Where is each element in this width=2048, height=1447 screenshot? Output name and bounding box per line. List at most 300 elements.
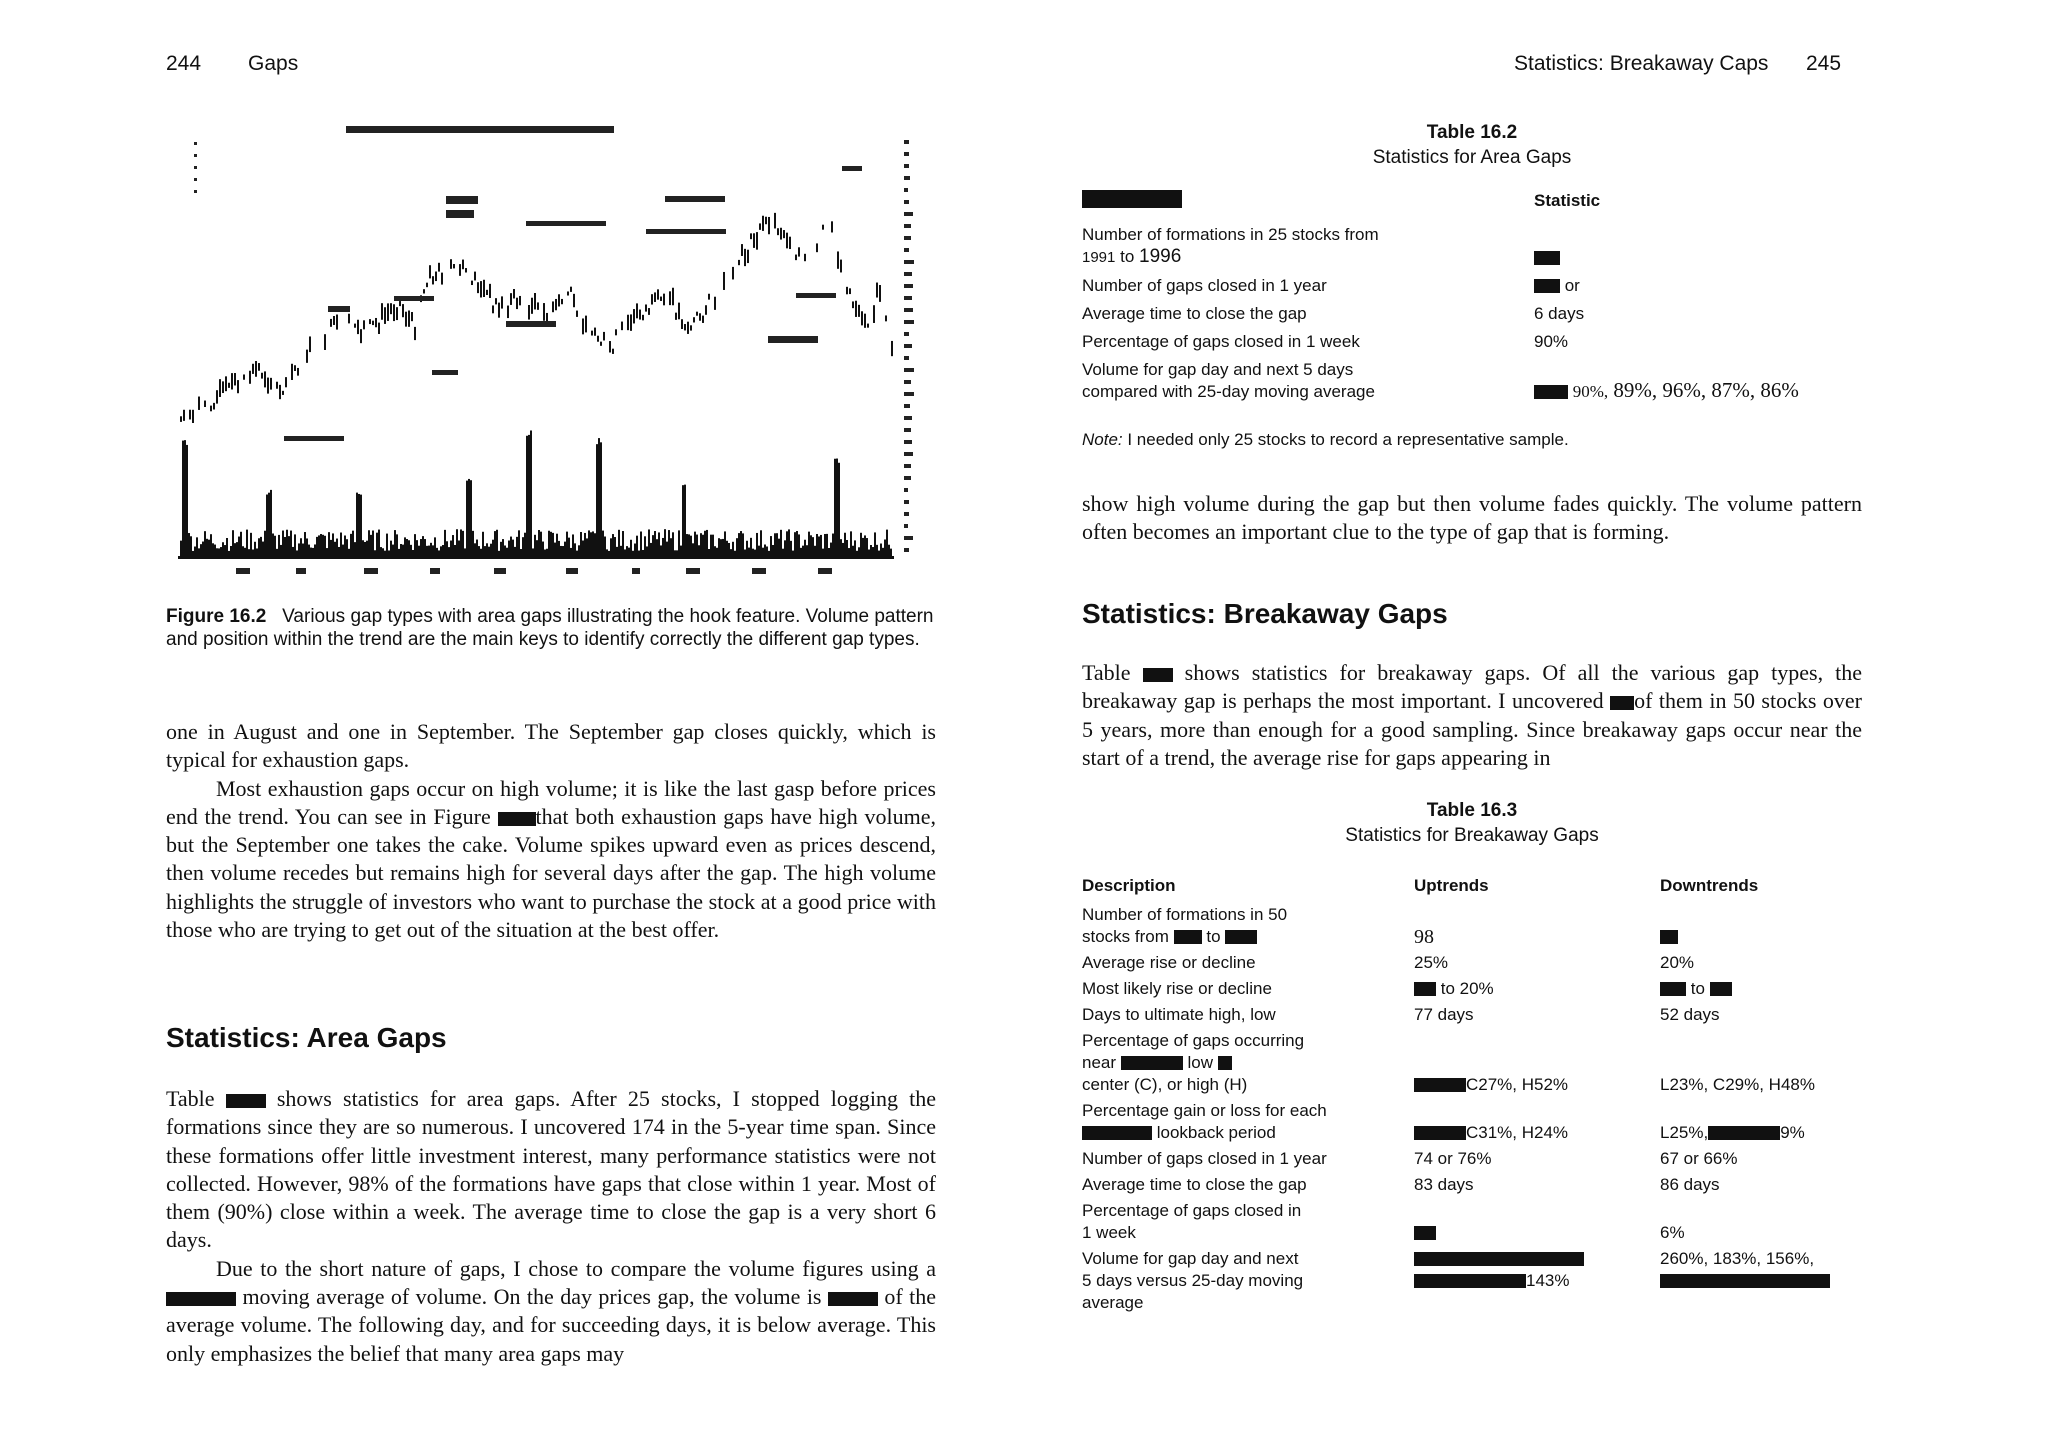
uptrend-value: 98 [1414, 926, 1434, 948]
price-bar [597, 336, 599, 342]
volume-bar [862, 538, 864, 556]
price-bar [270, 378, 272, 390]
price-bar [570, 287, 572, 292]
volume-bar [208, 540, 210, 556]
uptrends-header: Uptrends [1414, 876, 1489, 895]
volume-bar [872, 547, 874, 556]
volume-bar [180, 541, 182, 556]
scale-tick [904, 404, 910, 408]
volume-bar [744, 549, 746, 556]
volume-bar [608, 551, 610, 556]
volume-bar [254, 542, 256, 556]
price-bar [492, 305, 494, 313]
price-bar [594, 328, 596, 336]
paragraph-3a: Table [166, 1086, 215, 1111]
volume-bar [310, 548, 312, 556]
chart-title-smudge [346, 126, 614, 133]
price-bar [783, 230, 785, 238]
volume-bar [532, 548, 534, 556]
price-bar [552, 301, 554, 312]
scale-tick [904, 152, 909, 156]
downtrend-value: 86 days [1660, 1175, 1720, 1194]
price-bar [453, 264, 455, 268]
volume-bar [356, 493, 358, 556]
volume-bar [270, 490, 272, 556]
volume-bar [368, 530, 370, 556]
volume-bar [232, 530, 234, 556]
volume-bar [518, 530, 520, 556]
volume-bar [874, 532, 876, 556]
price-bar [285, 377, 287, 387]
scale-tick [904, 176, 910, 180]
scale-tick [904, 212, 913, 216]
volume-bar [374, 550, 376, 556]
row-desc: Number of gaps closed in 1 year [1082, 276, 1327, 295]
figure-ref-smudge [498, 812, 536, 826]
price-bar [282, 391, 284, 395]
volume-bar [206, 539, 208, 556]
price-bar [627, 315, 629, 330]
volume-bar [630, 540, 632, 556]
volume-bar [648, 529, 650, 556]
volume-bar [772, 545, 774, 556]
scale-tick [904, 392, 914, 396]
volume-bar [456, 529, 458, 556]
table-row [1082, 353, 1862, 403]
price-bar [732, 267, 734, 280]
price-bar [603, 332, 605, 341]
downtrend-value: 52 days [1660, 1005, 1720, 1024]
volume-bar [706, 530, 708, 556]
price-bar [612, 349, 614, 354]
row-stat-a: 90%, [1572, 382, 1609, 401]
price-bar [759, 223, 761, 229]
price-bar [276, 382, 278, 389]
volume-bar [562, 546, 564, 556]
volume-bar [440, 546, 442, 556]
volume-bar [432, 545, 434, 556]
price-bar [714, 297, 716, 310]
scale-tick [904, 464, 911, 468]
price-bar [879, 285, 881, 302]
price-bar [876, 283, 878, 298]
paragraph-6a: Table [1082, 660, 1131, 685]
volume-bar [556, 534, 558, 556]
volume-bar [636, 536, 638, 556]
volume-bar [480, 549, 482, 556]
volume-bar [742, 533, 744, 556]
price-bar [558, 294, 560, 306]
price-bar [723, 272, 725, 290]
volume-bar [830, 543, 832, 556]
price-bar [849, 288, 851, 294]
volume-bar [702, 535, 704, 556]
price-bar [507, 306, 509, 319]
volume-bar [320, 534, 322, 556]
price-bar [600, 342, 602, 346]
volume-bar [884, 539, 886, 556]
volume-bar [610, 538, 612, 556]
price-bar [750, 233, 752, 239]
paragraph-6c: of them in 50 stocks over 5 years, more than enough for a good sampling. Since breakaway gaps occur near the start of a trend, the average rise for gaps appearing in [1082, 688, 1863, 770]
volume-bar [342, 545, 344, 556]
volume-bar [644, 536, 646, 556]
paragraph-5: show high volume during the gap but then volume fades quickly. The volume pattern often becomes an important clue to the type of gap that is forming. [1082, 491, 1862, 545]
volume-bar [824, 534, 826, 556]
price-bar [333, 316, 335, 325]
volume-bar [222, 542, 224, 556]
scale-tick [904, 488, 908, 492]
volume-bar [710, 535, 712, 556]
volume-bar [770, 536, 772, 556]
volume-bar [430, 543, 432, 556]
price-bar [699, 313, 701, 320]
price-bar [414, 327, 416, 340]
volume-bar [510, 537, 512, 556]
volume-bar [256, 548, 258, 556]
price-bar [687, 322, 689, 334]
volume-bar [576, 551, 578, 556]
price-bar [294, 365, 296, 371]
volume-bar [288, 536, 290, 556]
volume-bar [714, 546, 716, 556]
volume-bar [454, 545, 456, 556]
volume-bar [670, 538, 672, 556]
table-16-3-label: Table 16.3 [1426, 800, 1518, 821]
volume-bar [688, 534, 690, 556]
volume-bar [780, 530, 782, 556]
volume-bar [642, 550, 644, 556]
volume-bar [294, 534, 296, 556]
volume-bar [786, 531, 788, 556]
scale-tick [904, 296, 912, 300]
price-bar [363, 320, 365, 329]
volume-bar [588, 530, 590, 556]
price-bar [855, 301, 857, 317]
price-bar [399, 301, 401, 306]
volume-bar [228, 551, 230, 556]
volume-bar [680, 546, 682, 556]
table-row [1082, 325, 1862, 353]
volume-bar [318, 535, 320, 556]
row-desc-3: average [1082, 1293, 1144, 1312]
volume-bar [512, 540, 514, 556]
price-bar [438, 263, 440, 272]
volume-bar [212, 543, 214, 556]
volume-bar [236, 542, 238, 556]
volume-bar [870, 545, 872, 556]
volume-bar [312, 548, 314, 556]
volume-bar [578, 545, 580, 556]
price-bar [402, 304, 404, 317]
volume-bar [438, 550, 440, 556]
volume-bar [660, 545, 662, 556]
table-ref-smudge [226, 1094, 266, 1108]
volume-bar [192, 551, 194, 556]
uptrend-value: C31%, H24% [1466, 1123, 1569, 1142]
price-bar [237, 380, 239, 393]
volume-bar [788, 529, 790, 556]
volume-bar [414, 534, 416, 556]
price-bar [474, 272, 476, 281]
volume-bar [758, 546, 760, 556]
volume-bar [838, 463, 840, 556]
downtrend-value-a: L25%, [1660, 1123, 1709, 1142]
volume-bar [386, 534, 388, 556]
volume-bar [856, 551, 858, 556]
volume-bar [360, 495, 362, 556]
volume-bar [548, 531, 550, 556]
row-desc: Volume for gap day and next [1082, 1249, 1299, 1268]
volume-bar [392, 545, 394, 556]
volume-bar [882, 548, 884, 556]
row-desc: Percentage gain or loss for each [1082, 1101, 1327, 1120]
price-bar [228, 383, 230, 388]
volume-bar [470, 480, 472, 556]
volume-bar [612, 534, 614, 556]
scale-tick [904, 272, 912, 276]
volume-bar [852, 546, 854, 556]
scale-tick [904, 320, 914, 324]
price-bar [630, 314, 632, 330]
price-bar [267, 378, 269, 394]
price-bar [309, 336, 311, 352]
volume-bar [218, 548, 220, 556]
table-16-2 [1082, 190, 1862, 403]
volume-bar [400, 544, 402, 556]
price-bar [831, 221, 833, 232]
volume-bar [864, 535, 866, 556]
uptrend-value: 74 or 76% [1414, 1149, 1492, 1168]
figure-caption-text: Various gap types with area gaps illustrating the hook feature. Volume pattern and position within the trend are the main keys to identify correctly the different gap types. [166, 606, 934, 650]
x-axis-labels [236, 568, 832, 574]
price-bar [510, 293, 512, 305]
price-bar [789, 237, 791, 249]
volume-bar [598, 438, 600, 556]
price-bar [681, 319, 683, 329]
scale-tick [904, 248, 909, 252]
right-page [1020, 0, 2048, 1447]
volume-bar [398, 549, 400, 556]
price-bar [543, 303, 545, 321]
volume-bar [640, 532, 642, 556]
volume-bar [268, 493, 270, 556]
volume-bar [580, 532, 582, 556]
volume-bar [506, 548, 508, 556]
volume-bar [828, 548, 830, 556]
volume-bar [678, 530, 680, 556]
uptrend-value: C27%, H52% [1466, 1075, 1569, 1094]
stock-chart-figure [168, 118, 928, 598]
volume-bar [586, 538, 588, 556]
x-axis-line [178, 556, 894, 559]
table-row [1082, 1026, 1882, 1096]
paragraph-3b: shows statistics for area gaps. After 25 stocks, I stopped logging the formations since they are so numerous. I uncovered 174 in the 5-year time span. Since these formations offer little investment interest, many performance statistics were not collected. However, 98% of the formations have gaps that close within 1 year. Most of them (90%) close within a week. The average time to close the gap is a very short 6 days. [166, 1086, 936, 1253]
downtrend-smudge [1660, 930, 1678, 944]
volume-bar [334, 542, 336, 556]
volume-bar [614, 537, 616, 556]
uptrend-smudge [1414, 1226, 1436, 1240]
volume-bar [224, 545, 226, 556]
scale-tick [904, 440, 912, 444]
price-bar [684, 324, 686, 330]
price-bar [426, 283, 428, 287]
volume-bar [694, 532, 696, 556]
row-desc-2: 1 week [1082, 1223, 1136, 1242]
volume-bar [406, 539, 408, 556]
price-bar [693, 317, 695, 322]
row-desc-2: 5 days versus 25-day moving [1082, 1271, 1304, 1290]
scale-tick [904, 332, 909, 336]
price-bar [591, 331, 593, 336]
scale-tick [904, 284, 913, 288]
volume-bar [418, 546, 420, 556]
scale-tick [904, 548, 909, 552]
volume-bar [572, 534, 574, 556]
volume-bar [182, 441, 184, 556]
table-16-2-heading [1082, 120, 1862, 170]
volume-bar [736, 538, 738, 556]
volume-bar [798, 534, 800, 556]
price-bar [261, 373, 263, 379]
volume-bar [344, 536, 346, 556]
price-bar [840, 260, 842, 273]
scale-tick [904, 536, 913, 540]
volume-bar [466, 481, 468, 556]
volume-bar [332, 533, 334, 556]
table-row [1082, 974, 1882, 1000]
volume-bar [202, 542, 204, 556]
volume-bar [730, 549, 732, 556]
price-bar [423, 289, 425, 293]
volume-bar [448, 547, 450, 556]
volume-bar [876, 545, 878, 556]
price-bar [768, 217, 770, 234]
volume-bar [380, 547, 382, 556]
volume-bar [858, 547, 860, 556]
row-desc-2: compared with 25-day moving average [1082, 382, 1375, 401]
volume-bar [476, 540, 478, 556]
volume-bar [330, 540, 332, 556]
price-bar [804, 254, 806, 261]
volume-bar [322, 535, 324, 556]
volume-bar [676, 550, 678, 556]
price-bar [480, 281, 482, 297]
price-bar [639, 310, 641, 320]
table-row [1082, 1000, 1882, 1026]
price-bar [861, 311, 863, 325]
volume-bar [600, 442, 602, 556]
volume-bar [574, 543, 576, 556]
table-row [1082, 1096, 1882, 1144]
volume-bar [442, 545, 444, 556]
volume-bar [296, 550, 298, 556]
uptrend-smudge [1414, 1274, 1526, 1288]
volume-bar [794, 532, 796, 556]
price-bar [669, 291, 671, 305]
scale-tick [904, 308, 913, 312]
note-text: I needed only 25 stocks to record a representative sample. [1122, 430, 1569, 449]
volume-bar [188, 533, 190, 556]
price-bar [498, 303, 500, 318]
price-bar [648, 308, 650, 315]
volume-bar [404, 537, 406, 556]
row-stat: 6 days [1534, 304, 1585, 323]
price-bar [867, 324, 869, 328]
price-bar [231, 373, 233, 389]
volume-bar [792, 551, 794, 556]
left-body-top [166, 718, 936, 944]
paragraph-4a: Due to the short nature of gaps, I chose to compare the volume figures using a [216, 1255, 936, 1281]
volume-bar [382, 548, 384, 556]
volume-bar [716, 548, 718, 556]
low-label-smudge [1218, 1056, 1232, 1070]
volume-bar [700, 533, 702, 556]
row-desc-to: to [1115, 247, 1139, 266]
volume-bar [550, 532, 552, 556]
row-stat: or [1560, 276, 1580, 295]
row-desc-3: low [1182, 1053, 1218, 1072]
volume-bar [262, 542, 264, 556]
volume-bar [520, 549, 522, 556]
volume-bar [326, 548, 328, 556]
volume-bar [226, 538, 228, 556]
volume-bar [692, 543, 694, 556]
price-bar [657, 289, 659, 299]
volume-bar [362, 540, 364, 556]
volume-bar [540, 532, 542, 556]
volume-bar [444, 530, 446, 556]
price-bar [213, 403, 215, 410]
downtrend-smudge [1660, 1274, 1830, 1288]
volume-bar [242, 546, 244, 556]
volume-bar [364, 542, 366, 556]
price-bar [429, 265, 431, 278]
volume-bar [628, 548, 630, 556]
volume-bar [468, 479, 470, 556]
volume-bar [458, 540, 460, 556]
volume-bar [634, 544, 636, 556]
price-bar [765, 217, 767, 224]
volume-bar [424, 539, 426, 556]
volume-bar [584, 533, 586, 556]
row-desc: Days to ultimate high, low [1082, 1005, 1276, 1024]
volume-bar [722, 539, 724, 556]
volume-bar [422, 536, 424, 556]
volume-bar [684, 485, 686, 556]
price-bar [615, 329, 617, 335]
volume-bar [738, 533, 740, 556]
right-scale-ticks [904, 140, 914, 552]
price-bar [816, 243, 818, 252]
price-bar [621, 322, 623, 331]
price-bar [204, 401, 206, 407]
price-bar [654, 292, 656, 302]
volume-bar [808, 532, 810, 556]
volume-bar [820, 535, 822, 556]
volume-bar [504, 546, 506, 556]
volume-bar [250, 533, 252, 556]
downtrend-value: to [1686, 979, 1710, 998]
price-bar [357, 320, 359, 334]
volume-bar [740, 531, 742, 556]
volume-bar [802, 546, 804, 556]
table-row [1082, 1196, 1882, 1244]
left-page [0, 0, 1020, 1447]
volume-bar [690, 536, 692, 556]
volume-bar [850, 531, 852, 556]
price-bar [354, 324, 356, 328]
